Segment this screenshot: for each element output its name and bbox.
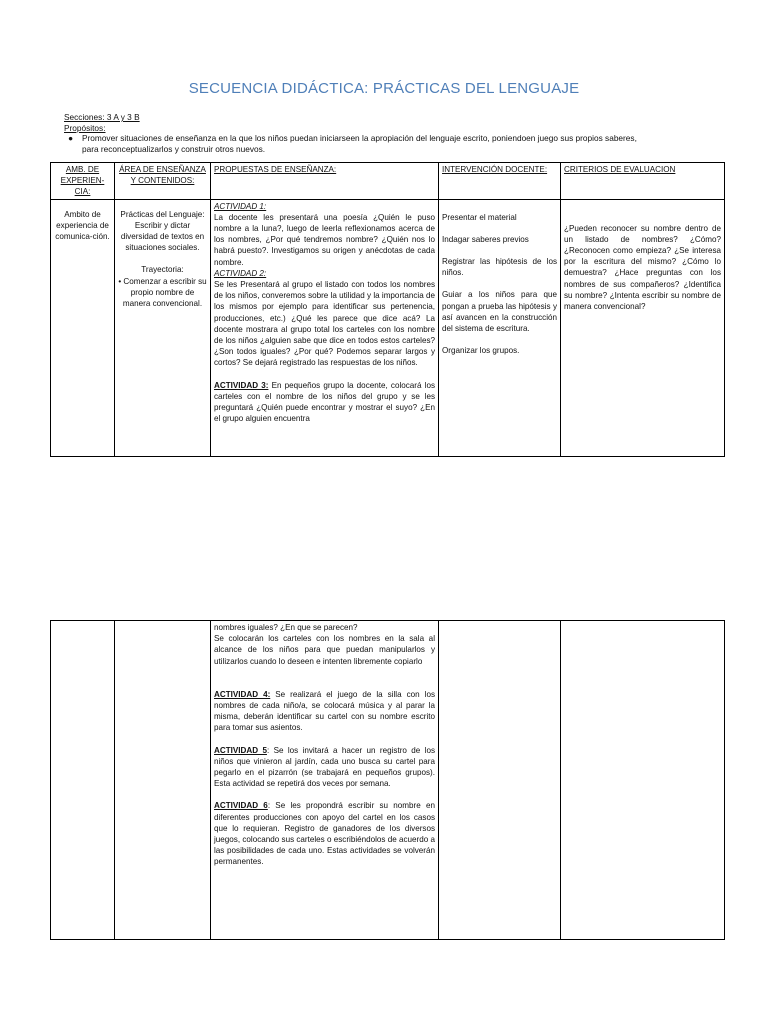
intervencion-4: Guiar a los niños para que pongan a prueba las hipótesis y así avancen en la construcción del sistema de escritura. — [442, 290, 557, 334]
cell-amb-cont — [51, 621, 115, 940]
sequence-table-page-2 — [50, 620, 725, 940]
cell-amb — [51, 199, 115, 456]
intervencion-1: Presentar el material — [442, 212, 517, 222]
activity-6-text: : Se les propondrá escribir su nombre en diferentes producciones con apoyo del cartel en los casos que lo requieran. Registro de ganadores de los diversos juegos, colocando sus carteles o escribiéndolos de acuerdo a las posibilidades de cada uno. Estas actividades se volverán permanentes. — [214, 801, 435, 867]
header-intervencion: INTERVENCIÓN DOCENTE: — [439, 163, 561, 200]
propositos-label: Propósitos: — [64, 122, 106, 133]
activity-4-text: Se realizará el juego de la silla con los nombres de cada niño/a, se colocará música y al parar la misma, deberán identificar su cartel con su nombre escrito para tomar sus asientos. — [214, 689, 435, 733]
carteles-text: Se colocarán los carteles con los nombres en la sala al alcance de los niños para que puedan manipularlos y utilizarlos cuando lo deseen e intenten libremente copiarlo — [214, 634, 435, 666]
amb-text: Ambito de experiencia de comunica-ción. — [55, 209, 110, 242]
proposito-item — [64, 133, 724, 154]
proposito-line-2: para reconceptualizarlos y construir otros nuevos. — [82, 143, 266, 154]
header-area: ÁREA DE ENSEÑANZA Y CONTENIDOS: — [115, 163, 211, 200]
criterios-text: ¿Pueden reconocer su nombre dentro de un listado de nombres? ¿Cómo? ¿Reconocen como empieza? ¿Se interesa por la escritura del mismo? ¿Cómo lo demuestra? ¿Hace preguntas con los nombres de sus compañeros? ¿Identifica su nombre? ¿Intenta escribir su nombre de manera convencional? — [564, 223, 721, 312]
cell-criterios-cont — [561, 621, 725, 940]
intervencion-2: Indagar saberes previos — [442, 234, 529, 244]
document-title: SECUENCIA DIDÁCTICA: PRÁCTICAS DEL LENGUAJE — [188, 80, 580, 97]
header-criterios: CRITERIOS DE EVALUACION — [561, 163, 725, 200]
intervencion-5: Organizar los grupos. — [442, 346, 520, 356]
proposito-line-1: Promover situaciones de enseñanza en la que los niños puedan iniciarseen la apropiación del lenguaje escrito, poniendoen juego sus propios saberes, — [82, 133, 637, 144]
cell-propuestas — [211, 199, 439, 456]
cell-intervencion — [439, 199, 561, 456]
secciones-label: Secciones: 3 A y 3 B — [64, 112, 140, 122]
cell-intervencion-cont — [439, 621, 561, 940]
sequence-table-page-1 — [50, 162, 725, 457]
header-amb: AMB. DE EXPERIEN-CIA: — [51, 163, 115, 200]
cell-propuestas-cont — [211, 621, 439, 940]
document-header — [64, 112, 724, 154]
cell-criterios — [561, 199, 725, 456]
activity-5-text: : Se los invitará a hacer un registro de los niños que vinieron al jardín, cada uno busca su cartel para pegarlo en el pizarrón (se trabajará en pequeños grupos). Esta actividad se repetirá dos veces por semana. — [214, 745, 435, 789]
header-propuestas: PROPUESTAS DE ENSEÑANZA: — [211, 163, 439, 200]
area-line-1: Prácticas del Lenguaje: — [120, 209, 205, 219]
activity-4-label: ACTIVIDAD 4: — [214, 689, 271, 699]
area-trayectoria: Trayectoria: — [141, 265, 184, 275]
intervencion-3: Registrar las hipótesis de los niños. — [442, 257, 557, 278]
activity-5-label: ACTIVIDAD 5 — [214, 745, 267, 755]
activity-3-text: En pequeños grupo la docente, colocará los carteles con el nombre de los niños del grupo y se les preguntará ¿Quién puede encontrar y mostrar el suyo? ¿En el grupo alguien encuentra — [214, 380, 435, 424]
bullet-icon: ● — [68, 133, 74, 144]
activity-1-text: La docente les presentará una poesía ¿Quién le puso nombre a la luna?, luego de leerla reflexionamos acerca de los nombres, ¿Por qué tendremos nombre? ¿Quién nos lo habrá puesto?. Investigamos su origen y anécdotas de cada nombre. — [214, 212, 435, 267]
area-bullet: • Comenzar a escribir su propio nombre de manera convencional. — [118, 276, 207, 309]
activity-6-label: ACTIVIDAD 6 — [214, 801, 268, 811]
area-line-2: Escribir y dictar diversidad de textos en situaciones sociales. — [120, 220, 205, 253]
activity-2-text: Se les Presentará al grupo el listado con todos los nombres de los niños, converemos sobre la utilidad y la importancia de los mismos por ejemplo para identificar sus pertenencia, producciones, etc.) ¿Qué les parece que dice acá? La docente mostrara al grupo total los carteles con los nombre de los niños ¿alguien sabe que dice en todos estos carteles? ¿Son todos iguales? ¿Por qué? Podemos separar largos y cortos? Se dejará registrado las respuestas de los niños. — [214, 280, 435, 368]
activity-3-continuation: nombres iguales? ¿En que se parecen? — [214, 623, 358, 632]
cell-area-cont — [115, 621, 211, 940]
activity-2-label: ACTIVIDAD 2: — [214, 268, 267, 278]
activity-1-label: ACTIVIDAD 1: — [214, 201, 267, 211]
activity-3-label: ACTIVIDAD 3: — [214, 380, 269, 390]
cell-area — [115, 199, 211, 456]
